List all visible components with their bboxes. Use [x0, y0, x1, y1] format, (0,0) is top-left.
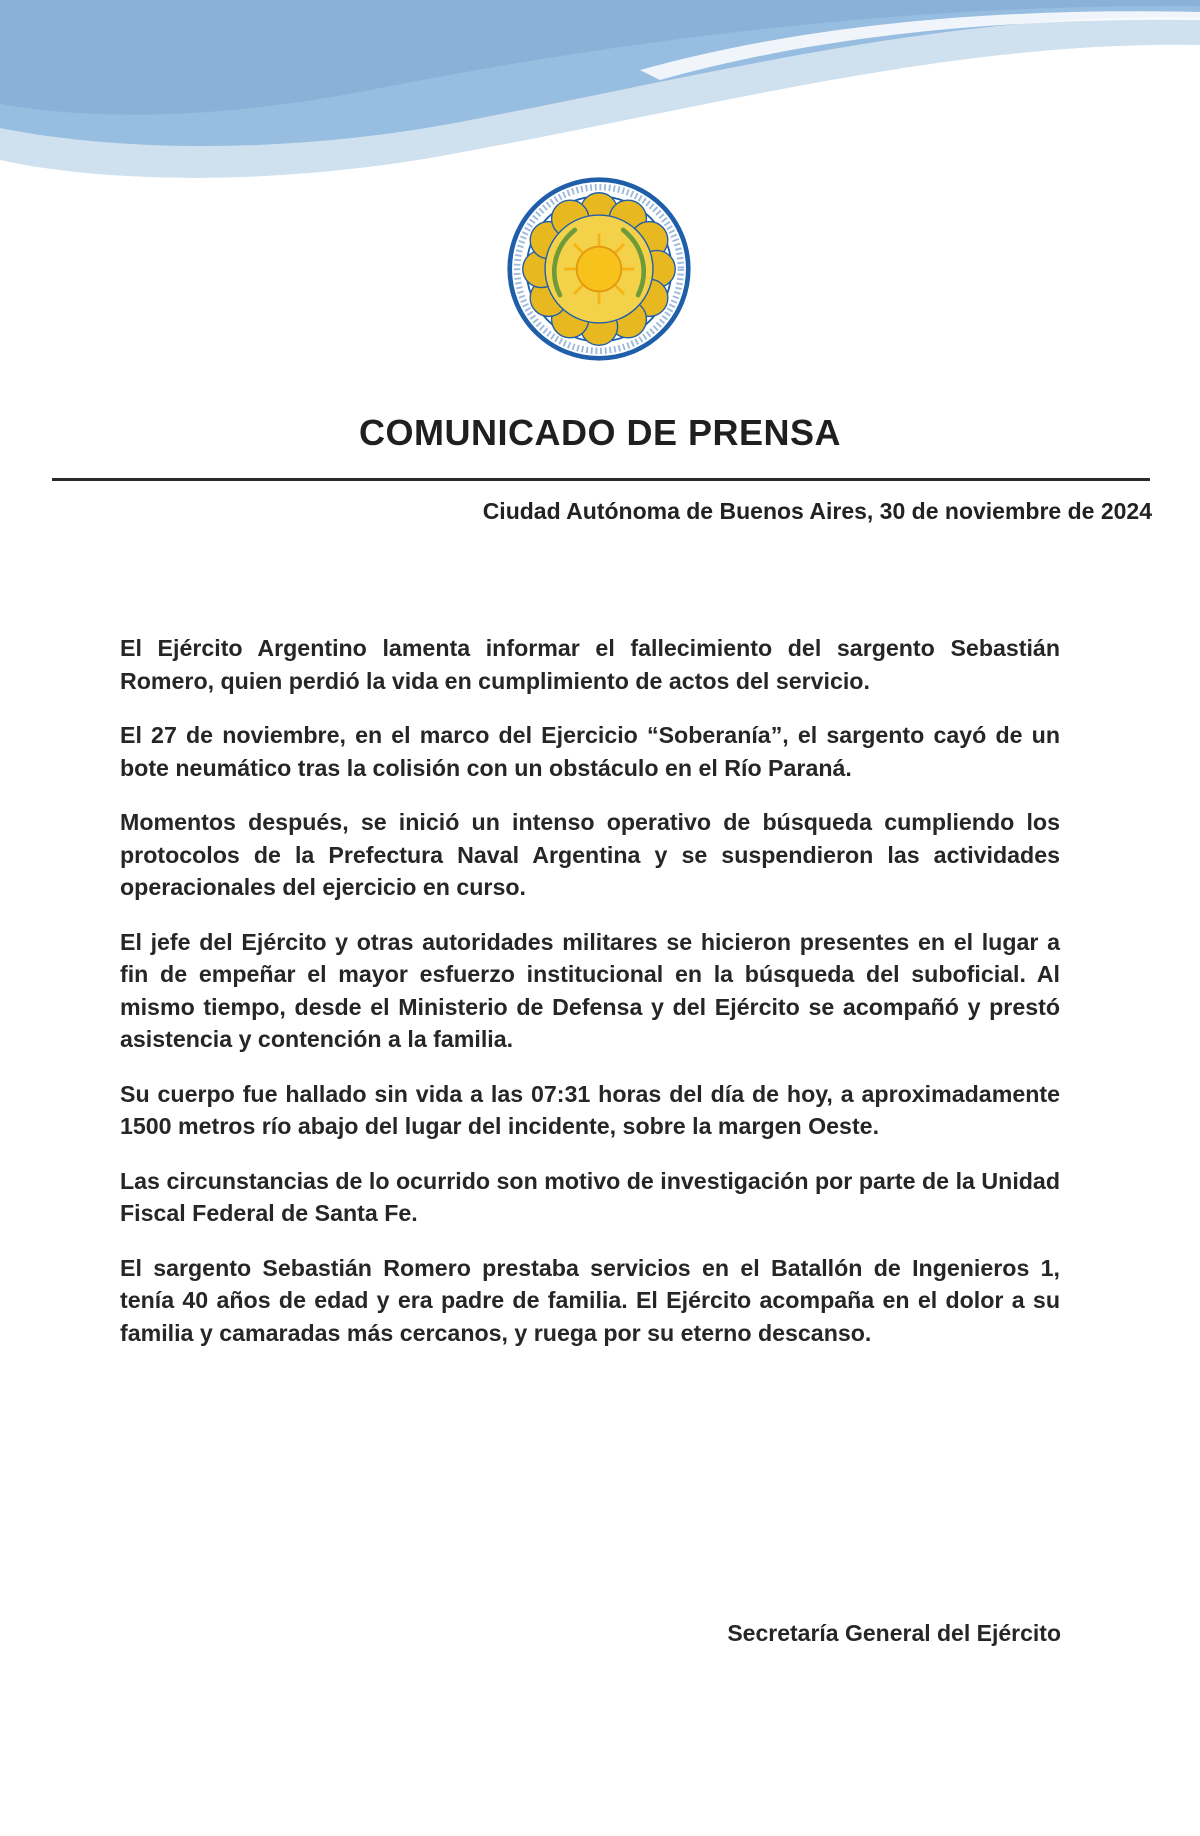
paragraph-1: El Ejército Argentino lamenta informar el fallecimiento del sargento Sebastián Romero, quien perdió la vida en cumplimiento de actos del servicio.: [120, 635, 1060, 694]
paragraph-5: Su cuerpo fue hallado sin vida a las 07:31 horas del día de hoy, a aproximadamente 1500 metros río abajo del lugar del incidente, sobre la margen Oeste.: [120, 1080, 1060, 1139]
page-title: COMUNICADO DE PRENSA: [358, 412, 842, 453]
title-divider: [52, 478, 1150, 481]
paragraph-2: El 27 de noviembre, en el marco del Ejercicio “Soberanía”, el sargento cayó de un bote neumático tras la colisión con un obstáculo en el Río Paraná.: [120, 722, 1060, 781]
press-release-body: [120, 632, 1060, 1371]
dateline: Ciudad Autónoma de Buenos Aires, 30 de noviembre de 2024: [482, 498, 1152, 524]
paragraph-3: Momentos después, se inició un intenso operativo de búsqueda cumpliendo los protocolos de la Prefectura Naval Argentina y se suspendieron las actividades operacionales del ejercicio en curso.: [120, 809, 1060, 900]
emblem-sun: [577, 247, 622, 292]
paragraph-7: El sargento Sebastián Romero prestaba servicios en el Batallón de Ingenieros 1, tenía 40 años de edad y era padre de familia. El Ejército acompaña en el dolor a su familia y camaradas más cercanos, y ruega por su eterno descanso.: [120, 1254, 1060, 1346]
header-wave-decoration: [0, 0, 1200, 190]
signature: Secretaría General del Ejército: [727, 1620, 1061, 1646]
paragraph-4: El jefe del Ejército y otras autoridades militares se hicieron presentes en el lugar a fin de empeñar el mayor esfuerzo institucional en la búsqueda del suboficial. Al mismo tiempo, desde el Ministerio de Defensa y del Ejército se acompañó y prestó asistencia y contención a la familia.: [120, 928, 1060, 1052]
ejercito-argentino-emblem-icon: [506, 176, 692, 362]
paragraph-6: Las circunstancias de lo ocurrido son motivo de investigación por parte de la Unidad Fiscal Federal de Santa Fe.: [120, 1167, 1060, 1226]
